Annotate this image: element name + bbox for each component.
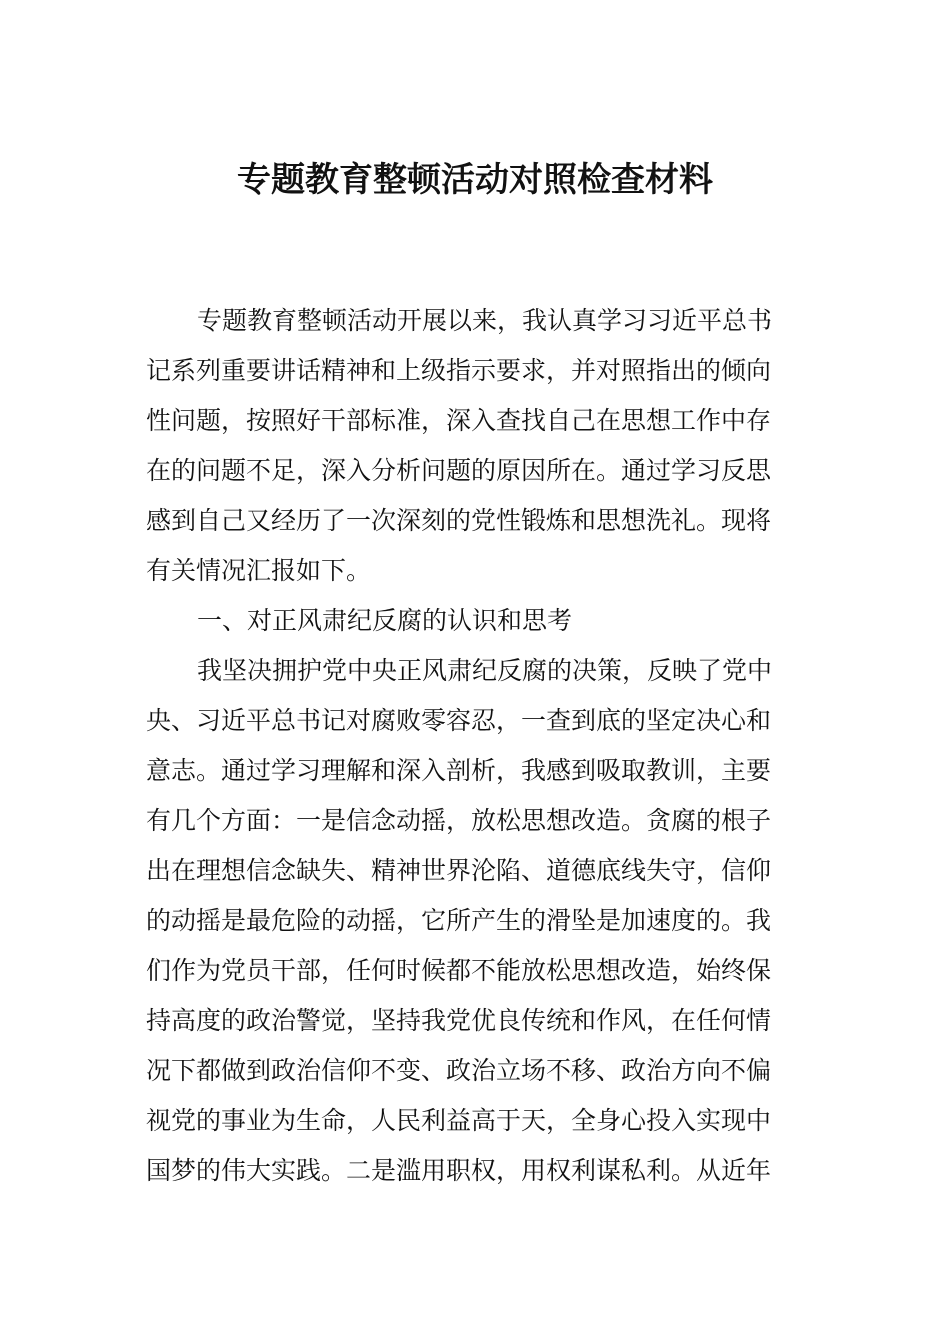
text-line: 的动摇是最危险的动摇，它所产生的滑坠是加速度的。我 bbox=[146, 906, 772, 935]
text-line: 有几个方面：一是信念动摇，放松思想改造。贪腐的根子 bbox=[146, 806, 772, 835]
text-line: 记系列重要讲话精神和上级指示要求，并对照指出的倾向 bbox=[146, 356, 772, 385]
text-line: 专题教育整顿活动开展以来，我认真学习习近平总书 bbox=[197, 306, 773, 335]
document-body bbox=[146, 296, 808, 1196]
text-line: 性问题，按照好干部标准，深入查找自己在思想工作中存 bbox=[146, 406, 772, 435]
text-line: 意志。通过学习理解和深入剖析，我感到吸取教训，主要 bbox=[146, 756, 772, 785]
text-line: 有关情况汇报如下。 bbox=[146, 556, 372, 585]
text-line: 在的问题不足，深入分析问题的原因所在。通过学习反思 bbox=[146, 456, 772, 485]
text-line: 央、习近平总书记对腐败零容忍，一查到底的坚定决心和 bbox=[146, 706, 772, 735]
document-title: 专题教育整顿活动对照检查材料 bbox=[237, 160, 713, 200]
text-line: 视党的事业为生命，人民利益高于天，全身心投入实现中 bbox=[146, 1106, 772, 1135]
text-line: 们作为党员干部，任何时候都不能放松思想改造，始终保 bbox=[146, 956, 772, 985]
text-line: 我坚决拥护党中央正风肃纪反腐的决策，反映了党中 bbox=[197, 656, 773, 685]
text-line: 出在理想信念缺失、精神世界沦陷、道德底线失守，信仰 bbox=[146, 856, 772, 885]
text-line: 感到自己又经历了一次深刻的党性锻炼和思想洗礼。现将 bbox=[146, 506, 772, 535]
text-line: 国梦的伟大实践。二是滥用职权，用权利谋私利。从近年 bbox=[146, 1156, 772, 1185]
text-line: 一、对正风肃纪反腐的认识和思考 bbox=[197, 606, 573, 635]
text-line: 持高度的政治警觉，坚持我党优良传统和作风，在任何情 bbox=[146, 1006, 772, 1035]
text-line: 况下都做到政治信仰不变、政治立场不移、政治方向不偏 bbox=[146, 1056, 772, 1085]
